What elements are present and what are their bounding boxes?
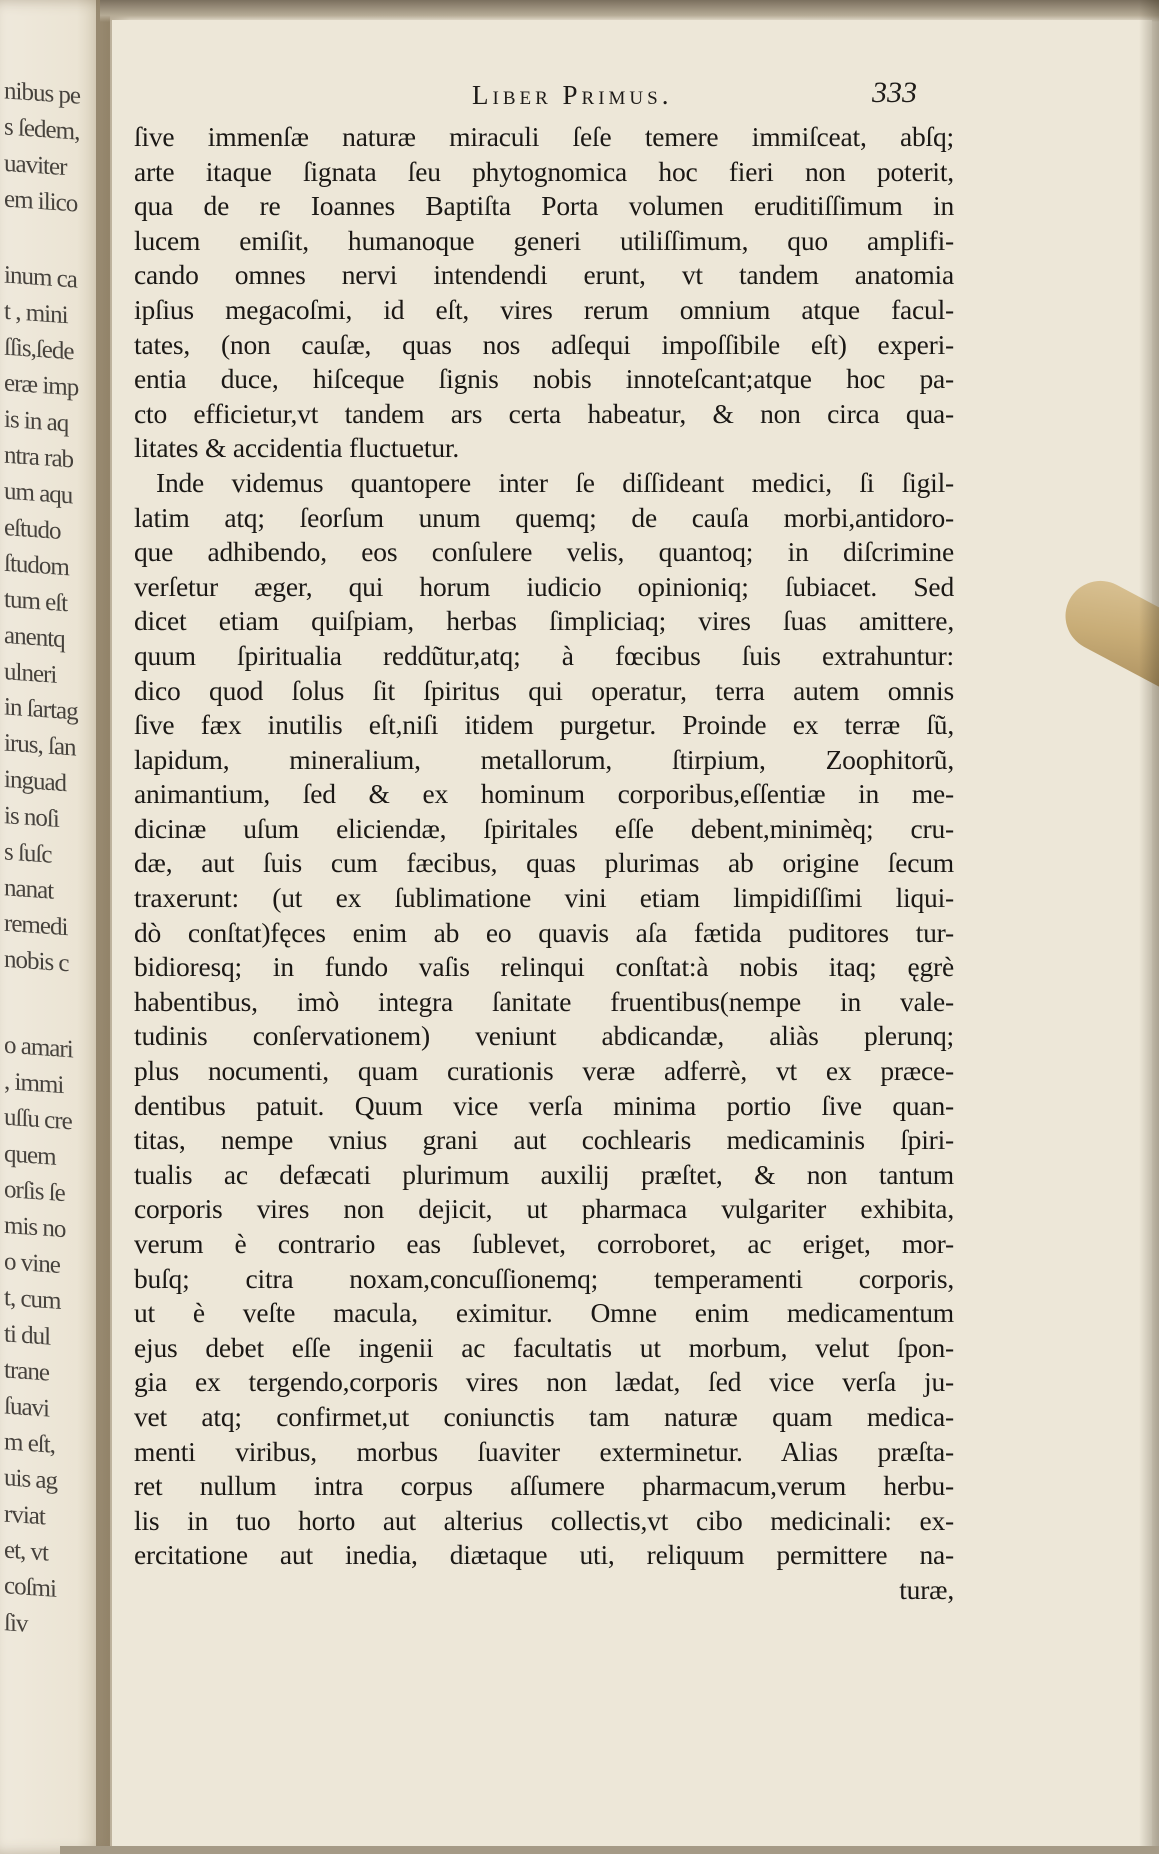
text-line: dentibus patuit. Quum vice verſa minima portio ſive quan- (134, 1089, 954, 1121)
text-line: turæ, (899, 1573, 954, 1605)
text-line: cto efficietur,vt tandem ars certa habeatur, & non circa qua- (134, 397, 954, 429)
text-line: ret nullum intra corpus aſſumere pharmacum,verum herbu- (134, 1470, 954, 1502)
text-line: qua de re Ioannes Baptiſta Porta volumen eruditiſſimum in (134, 190, 954, 222)
left-page-line: quem (4, 1140, 56, 1171)
body-text (134, 120, 954, 1608)
left-page-line: remedi (4, 909, 68, 942)
text-line: lucem emiſit, humanoque generi utiliſſimum, quo amplifi- (134, 224, 954, 256)
text-line: lis in tuo horto aut alterius collectis,vt cibo medicinali: ex- (134, 1504, 954, 1536)
text-line: traxerunt: (ut ex ſublimatione vini etiam limpidiſſimi liqui- (134, 882, 954, 914)
text-line: Inde videmus quantopere inter ſe diſſideant medici, ſi ſigil- (156, 466, 954, 498)
left-page-line: o amari (4, 1031, 73, 1064)
text-line: dico quod ſolus ſit ſpiritus qui operatur, terra autem omnis (134, 674, 954, 706)
text-line: ercitatione aut inedia, diætaque uti, reliquum permittere na- (134, 1539, 954, 1571)
text-line: cando omnes nervi intendendi erunt, vt tandem anatomia (134, 259, 954, 291)
left-page-line: is in aq (4, 405, 69, 438)
page-number: 333 (872, 76, 917, 109)
left-page-line: orſis ſe (4, 1175, 65, 1208)
text-line: vet atq; confirmet,ut coniunctis tam naturæ quam medica- (134, 1400, 954, 1432)
left-page-fragment (0, 0, 110, 1854)
left-page-line: o vine (4, 1248, 60, 1279)
text-line: ut è veſte macula, eximitur. Omne enim medicamentum (134, 1297, 954, 1329)
left-page-line: ſiv (4, 1609, 28, 1638)
text-line: menti viribus, morbus ſuaviter exterminetur. Alias præſta- (134, 1435, 954, 1467)
left-page-line: nanat (4, 874, 54, 905)
left-page-line: ti dul (4, 1320, 51, 1351)
left-page-line: rviat (4, 1500, 45, 1531)
left-page-line: t, cum (4, 1284, 61, 1315)
left-page-line: nibus pe (4, 77, 81, 110)
right-edge-shadow (1139, 0, 1159, 1854)
text-line: tates, (non cauſæ, quas nos adſequi impoſſibile eſt) experi- (134, 328, 954, 360)
left-page-line: mis no (4, 1211, 66, 1244)
text-line: verſetur æger, qui horum iudicio opinioniq; ſubiacet. Sed (134, 570, 954, 602)
text-line: gia ex tergendo,corporis vires non lædat, ſed vice verſa ju- (134, 1366, 954, 1398)
left-page-line: coſmi (4, 1572, 56, 1603)
left-page-line: ſſis,ſede (4, 333, 74, 366)
text-line: dò conſtat)fęces enim ab eo quavis aſa fætida puditores tur- (134, 916, 954, 948)
text-line: dicinæ uſum eliciendæ, ſpiritales eſſe debent,minimèq; cru- (134, 812, 954, 844)
left-page-line: anentq (4, 621, 65, 654)
text-line: ſive fæx inutilis eſt,niſi itidem purgetur. Proinde ex terræ ſũ, (134, 709, 954, 741)
text-line: plus nocumenti, quam curationis veræ adferrè, vt ex præce- (134, 1055, 954, 1087)
top-page-edge (100, 0, 1159, 22)
left-page-line: trane (4, 1356, 49, 1387)
left-page-line: ſtudom (4, 549, 69, 582)
text-line: entia duce, hiſceque ſignis nobis innoteſcant;atque hoc pa- (134, 363, 954, 395)
text-line: verum è contrario eas ſublevet, corroboret, ac eriget, mor- (134, 1228, 954, 1259)
left-page-line: nobis c (4, 945, 69, 978)
bottom-page-edge (60, 1846, 1159, 1854)
text-line: bidioresq; in fundo vaſis relinqui conſtat:à nobis itaq; ęgrè (134, 951, 954, 983)
left-page-line: inguad (4, 765, 67, 798)
text-line: que adhibendo, eos conſulere velis, quantoq; in diſcrimine (134, 536, 954, 568)
left-page-line: , immi (4, 1067, 64, 1100)
left-page-line: s ſedem, (4, 113, 80, 146)
left-page-line: s ſuſc (4, 838, 52, 869)
text-line: titas, nempe vnius grani aut cochlearis medicaminis ſpiri- (134, 1124, 954, 1156)
left-page-line: t , mini (4, 297, 68, 330)
left-page-line: irus, ſan (4, 729, 76, 762)
text-line: tudinis conſervationem) veniunt abdicandæ, aliàs plerunq; (134, 1020, 954, 1052)
left-page-line: inum ca (4, 261, 77, 294)
text-line: lapidum, mineralium, metallorum, ſtirpium, Zoophitorũ, (134, 743, 954, 775)
left-page-line: is noſi (4, 802, 59, 833)
left-page-line: ulneri (4, 658, 57, 689)
left-page-line: uis ag (4, 1464, 58, 1495)
left-page-line: ntra rab (4, 441, 74, 474)
running-title: Liber Primus. (472, 80, 673, 110)
left-page-line: tum eſt (4, 585, 68, 618)
text-line: latim atq; ſeorſum unum quemq; de cauſa morbi,antidoro- (134, 501, 954, 533)
text-line: ejus debet eſſe ingenii ac facultatis ut morbum, velut ſpon- (134, 1331, 954, 1363)
text-line: dicet etiam quiſpiam, herbas ſimpliciaq; vires ſuas amittere, (134, 605, 954, 637)
text-line: tualis ac defæcati plurimum auxilij præſtet, & non tantum (134, 1158, 954, 1190)
left-page-line: eræ imp (4, 369, 79, 402)
left-page-line: uaviter (4, 149, 67, 182)
text-line: buſq; citra noxam,concuſſionemq; temperamenti corporis, (134, 1262, 954, 1294)
left-page-line: eſtudo (4, 514, 61, 545)
text-line: animantium, ſed & ex hominum corporibus,eſſentiæ in me- (134, 778, 954, 810)
text-line: dæ, aut ſuis cum fæcibus, quas plurimas ab origine ſecum (134, 847, 954, 879)
left-page-line: em ilico (4, 185, 78, 218)
left-page-line: um aqu (4, 477, 73, 510)
text-line: ſive immenſæ naturæ miraculi ſeſe temere immiſceat, abſq; (134, 121, 954, 152)
text-line: litates & accidentia fluctuetur. (134, 432, 459, 464)
text-line: habentibus, imò integra ſanitate fruentibus(nempe in vale- (134, 985, 954, 1017)
text-line: arte itaque ſignata ſeu phytognomica hoc fieri non poterit, (134, 155, 954, 187)
text-line: corporis vires non dejicit, ut pharmaca vulgariter exhibita, (134, 1193, 954, 1225)
right-page (112, 20, 1152, 1850)
text-line: ipſius megacoſmi, id eſt, vires rerum omnium atque facul- (134, 293, 954, 325)
left-page-line: ſuavi (4, 1392, 49, 1423)
left-page-line: uſſu cre (4, 1103, 72, 1136)
left-page-line: et, vt (4, 1536, 48, 1567)
left-page-line: in ſartag (4, 693, 78, 726)
text-line: quum ſpiritualia reddũtur,atq; à fœcibus ſuis extrahuntur: (134, 639, 954, 671)
left-page-line: m eſt, (4, 1428, 55, 1459)
